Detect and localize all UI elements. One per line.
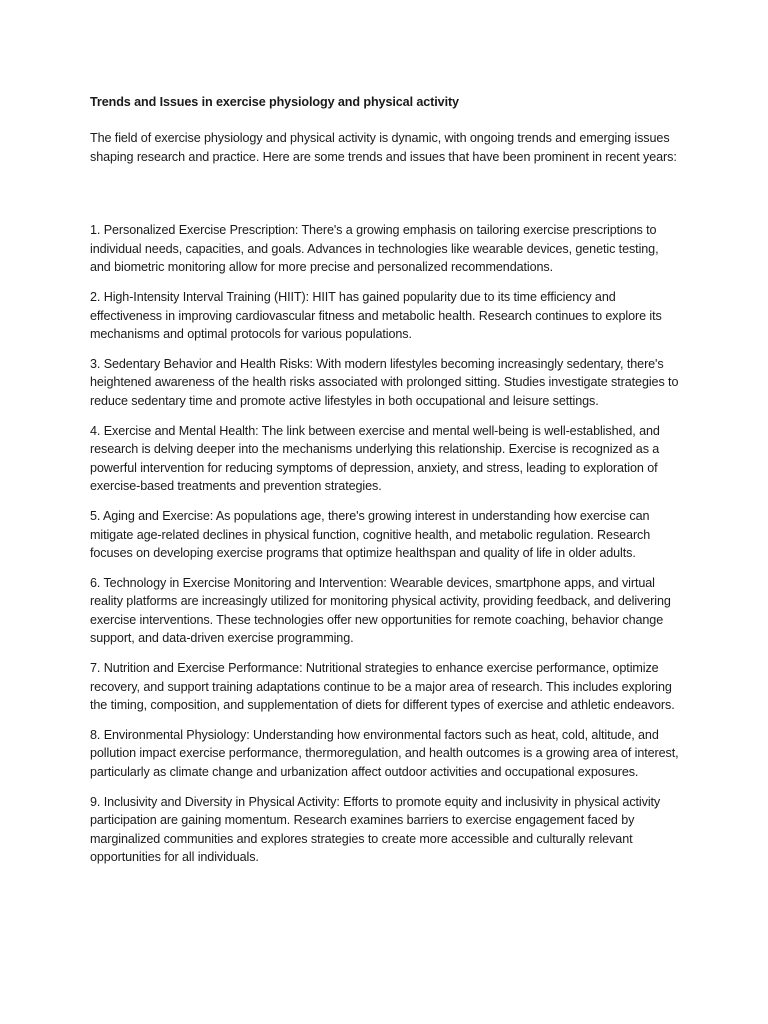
list-item-nutrition: 7. Nutrition and Exercise Performance: Nutritional strategies to enhance exercise performance, optimize recovery, and support training adaptations continue to be a major area of research. This includes exploring the timing, composition, and supplementation of diets for different types of exercise and athletic endeavors. — [90, 661, 675, 713]
intro-paragraph: The field of exercise physiology and physical activity is dynamic, with ongoing trends and emerging issues shaping research and practice. Here are some trends and issues that have been prominent in recent years: — [90, 131, 677, 164]
list-item-aging: 5. Aging and Exercise: As populations age, there's growing interest in understanding how exercise can mitigate age-related declines in physical function, cognitive health, and metabolic regulation. Research focuses on developing exercise programs that optimize healthspan and quality of life in older adults. — [90, 508, 651, 561]
document-page — [90, 93, 680, 878]
list-item-sedentary-behavior: 3. Sedentary Behavior and Health Risks: With modern lifestyles becoming increasingly sedentary, there's heightened awareness of the health risks associated with prolonged sitting. Studies investigate strategies to reduce sedentary time and promote active lifestyles in both occupational and leisure settings. — [90, 356, 679, 408]
document-title: Trends and Issues in exercise physiology and physical activity — [90, 95, 459, 109]
list-item-technology: 6. Technology in Exercise Monitoring and Intervention: Wearable devices, smartphone apps, and virtual reality platforms are increasingly utilized for monitoring physical activity, providing feedback, and delivering exercise interventions. These technologies offer new opportunities for remote coaching, behavior change support, and data-driven exercise programming. — [90, 575, 671, 646]
list-item-personalized-prescription: 1. Personalized Exercise Prescription: There's a growing emphasis on tailoring exercise prescriptions to individual needs, capacities, and goals. Advances in technologies like wearable devices, genetic testing, and biometric monitoring allow for more precise and personalized recommendations. — [90, 223, 659, 275]
list-item-inclusivity: 9. Inclusivity and Diversity in Physical Activity: Efforts to promote equity and inclusivity in physical activity participation are gaining momentum. Research examines barriers to exercise engagement faced by marginalized communities and explores strategies to create more accessible and culturally relevant opportunities for all individuals. — [90, 794, 661, 865]
list-item-hiit: 2. High-Intensity Interval Training (HIIT): HIIT has gained popularity due to its time efficiency and effectiveness in improving cardiovascular fitness and metabolic health. Research continues to explore its mechanisms and optimal protocols for various populations. — [90, 289, 662, 342]
list-item-mental-health: 4. Exercise and Mental Health: The link between exercise and mental well-being is well-established, and research is delving deeper into the mechanisms underlying this relationship. Exercise is recognized as a powerful intervention for reducing symptoms of depression, anxiety, and stress, leading to exploration of exercise-based treatments and prevention strategies. — [90, 423, 660, 494]
list-item-environmental-physiology: 8. Environmental Physiology: Understanding how environmental factors such as heat, cold, altitude, and pollution impact exercise performance, thermoregulation, and health outcomes is a growing area of interest, particularly as climate change and urbanization affect outdoor activities and occupational exposures. — [90, 727, 679, 780]
